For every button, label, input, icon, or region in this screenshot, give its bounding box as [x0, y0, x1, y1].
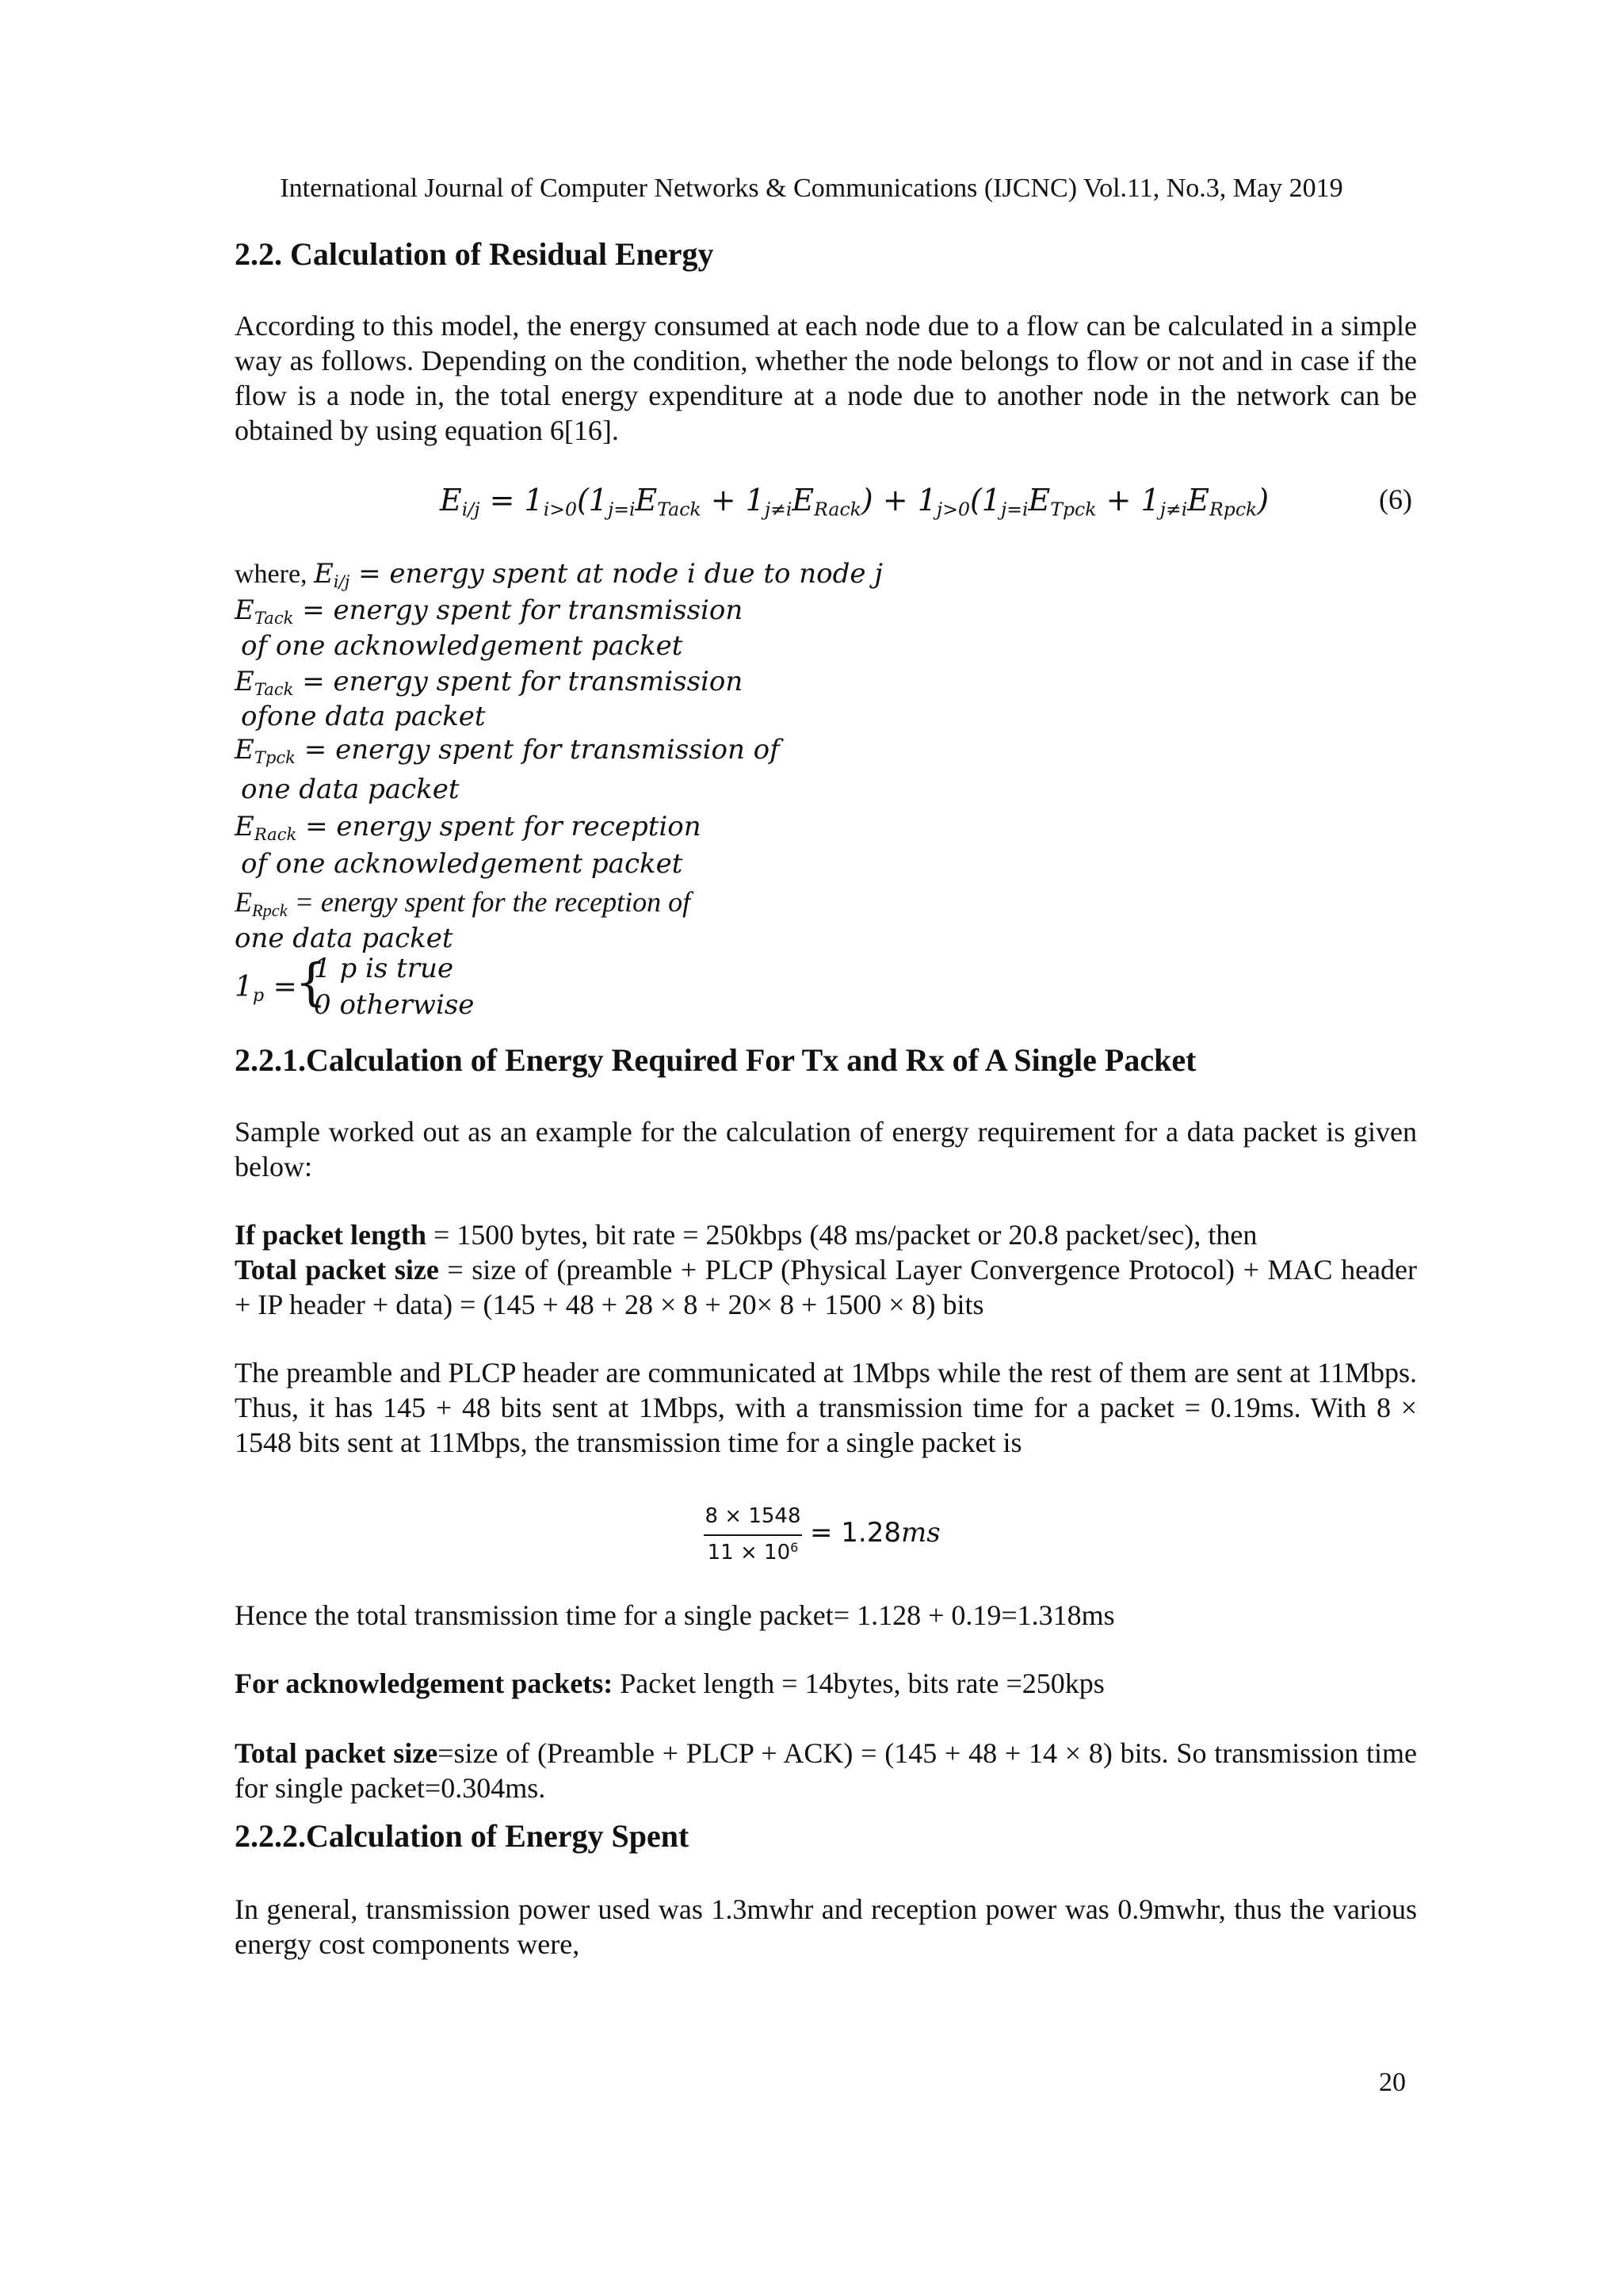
def-symbol: E	[235, 886, 252, 918]
section-heading-2-2-2: 2.2.2.Calculation of Energy Spent	[235, 1818, 689, 1854]
eq-sub: i>0	[543, 498, 577, 521]
eq-sub: Tpck	[1050, 498, 1097, 521]
equation-number: (6)	[1379, 483, 1412, 515]
fraction-result	[810, 1517, 941, 1549]
indicator-function	[235, 951, 567, 1022]
def-symbol: E	[235, 811, 254, 842]
left-brace: {	[295, 953, 327, 1012]
paragraph-preamble: The preamble and PLCP header are communicated at 1Mbps while the rest of them are sent at 11Mbps. Thus, it has 145 + 48 bits sent at 1Mbps, with a transmission time for a packet = 0.19ms. With 8 × 1548 bits sent at 11Mbps, the transmission time for a single packet is	[235, 1357, 1417, 1458]
paragraph-ack-total-size	[235, 1736, 1417, 1805]
where-label: where,	[235, 560, 315, 589]
eq-term: E	[1028, 483, 1051, 518]
definition-e-tack	[235, 593, 743, 628]
paragraph-total-packet-size	[235, 1252, 1417, 1322]
eq-sub: j=i	[607, 498, 636, 521]
definition-e-tack-2	[235, 664, 743, 699]
bold-term: Total packet size	[235, 1737, 438, 1769]
def-symbol: E	[235, 666, 254, 697]
para-text: = 1500 bytes, bit rate = 250kbps (48 ms/packet or 20.8 packet/sec), then	[426, 1219, 1258, 1251]
bold-term: For acknowledgement packets:	[235, 1668, 613, 1699]
indicator-case-true: 1 p is true	[314, 953, 454, 984]
def-symbol: E	[235, 734, 254, 766]
para-text: Packet length = 14bytes, bits rate =250kps	[613, 1668, 1105, 1699]
def-text: = energy spent for reception	[296, 811, 701, 842]
eq-sub: j≠i	[1159, 498, 1188, 521]
definition-e-rpck	[235, 884, 690, 919]
ind-eq: =	[264, 971, 297, 1003]
bold-term: If packet length	[235, 1219, 426, 1251]
para-text: = size of (preamble + PLCP (Physical Layer Convergence Protocol) + MAC header + IP header + data) = (145 + 48 + 28 × 8 + 20× 8 + 1500 × 8) bits	[235, 1254, 1418, 1320]
paragraph-ack-packets	[235, 1666, 1417, 1701]
journal-header: International Journal of Computer Networks & Communications (IJCNC) Vol.11, No.3, May 2019	[280, 174, 1343, 203]
eq-term: E	[635, 483, 658, 518]
eq-term: (1	[576, 483, 608, 518]
def-text: = energy spent for transmission of	[295, 734, 780, 766]
def-text: = energy spent for transmission	[293, 594, 743, 626]
definition-e-ij	[235, 556, 883, 592]
den-exponent: 6	[790, 1540, 799, 1556]
def-sub: Tack	[254, 607, 294, 628]
eq-sub: i/j	[461, 498, 480, 521]
definition-e-tack-2-continued: ofone data packet	[241, 701, 486, 732]
def-text: = energy spent for transmission	[293, 666, 743, 697]
def-symbol: E	[314, 558, 334, 590]
indicator-lhs	[235, 970, 297, 1005]
eq-term: + 1	[701, 483, 765, 518]
paragraph-energy-spent: In general, transmission power used was 1.3mwhr and reception power was 0.9mwhr, thus the various energy cost components were,	[235, 1893, 1417, 1960]
eq-term: + 1	[1096, 483, 1160, 518]
eq-term: E	[1187, 483, 1210, 518]
eq-term: E	[440, 483, 462, 518]
section-heading-2-2: 2.2. Calculation of Residual Energy	[235, 236, 714, 272]
eq-term: (1	[969, 483, 1001, 518]
eq-term: E	[792, 483, 815, 518]
result-value: = 1.28	[810, 1517, 901, 1549]
den-base: 11 × 10	[707, 1541, 791, 1564]
definition-e-rack	[235, 809, 701, 844]
eq-sub: j>0	[936, 498, 970, 521]
fraction-numerator: 8 × 1548	[705, 1504, 801, 1528]
ind-sub: p	[252, 985, 265, 1007]
result-unit: ms	[901, 1517, 941, 1549]
section-heading-2-2-1: 2.2.1.Calculation of Energy Required For Tx and Rx of A Single Packet	[235, 1042, 1197, 1078]
eq-term: = 1	[479, 483, 544, 518]
definition-e-rack-continued: of one acknowledgement packet	[241, 848, 683, 880]
def-sub: Tack	[254, 678, 294, 699]
eq-term: )	[1257, 483, 1270, 518]
eq-sub: Tack	[657, 498, 701, 521]
page-number: 20	[1379, 2068, 1406, 2097]
fraction-bar	[704, 1534, 802, 1536]
eq-sub: j≠i	[764, 498, 792, 521]
def-sub: i/j	[333, 571, 350, 591]
eq-sub: j=i	[1000, 498, 1029, 521]
eq-term: ) + 1	[861, 483, 937, 518]
def-sub: Rpck	[252, 900, 288, 921]
fraction-denominator	[704, 1539, 802, 1566]
equation-6	[440, 480, 1269, 520]
def-sub: Rack	[254, 823, 297, 844]
def-symbol: E	[235, 594, 254, 626]
paragraph-packet-length	[235, 1217, 1417, 1252]
def-sub: Tpck	[254, 747, 296, 767]
definition-e-rpck-continued: one data packet	[235, 923, 453, 954]
definition-e-tpck-continued: one data packet	[241, 774, 460, 805]
def-text: = energy spent at node i due to node j	[349, 558, 883, 590]
fraction-equation	[704, 1503, 965, 1582]
def-text: = energy spent for the reception of	[287, 886, 691, 918]
eq-sub: Rack	[814, 498, 861, 521]
eq-sub: Rpck	[1209, 498, 1258, 521]
ind-symbol: 1	[235, 971, 253, 1003]
definition-e-tack-continued: of one acknowledgement packet	[241, 630, 683, 662]
paragraph-residual-energy-intro: According to this model, the energy consumed at each node due to a flow can be calculated in a simple way as follows. Depending on the condition, whether the node belongs to flow or not and in case if the flow is a node in, the total energy expenditure at a node due to another node in the network can be obtained by using equation 6[16].	[235, 310, 1417, 446]
indicator-case-otherwise: 0 otherwise	[314, 989, 475, 1021]
paragraph-total-transmission-time: Hence the total transmission time for a single packet= 1.128 + 0.19=1.318ms	[235, 1599, 1115, 1631]
paragraph-sample-intro: Sample worked out as an example for the calculation of energy requirement for a data packet is given below:	[235, 1116, 1417, 1182]
bold-term: Total packet size	[235, 1254, 439, 1286]
definition-e-tpck	[235, 732, 780, 767]
para-text: =size of (Preamble + PLCP + ACK) = (145 + 48 + 14 × 8) bits. So transmission time for single packet=0.304ms.	[235, 1737, 1417, 1804]
